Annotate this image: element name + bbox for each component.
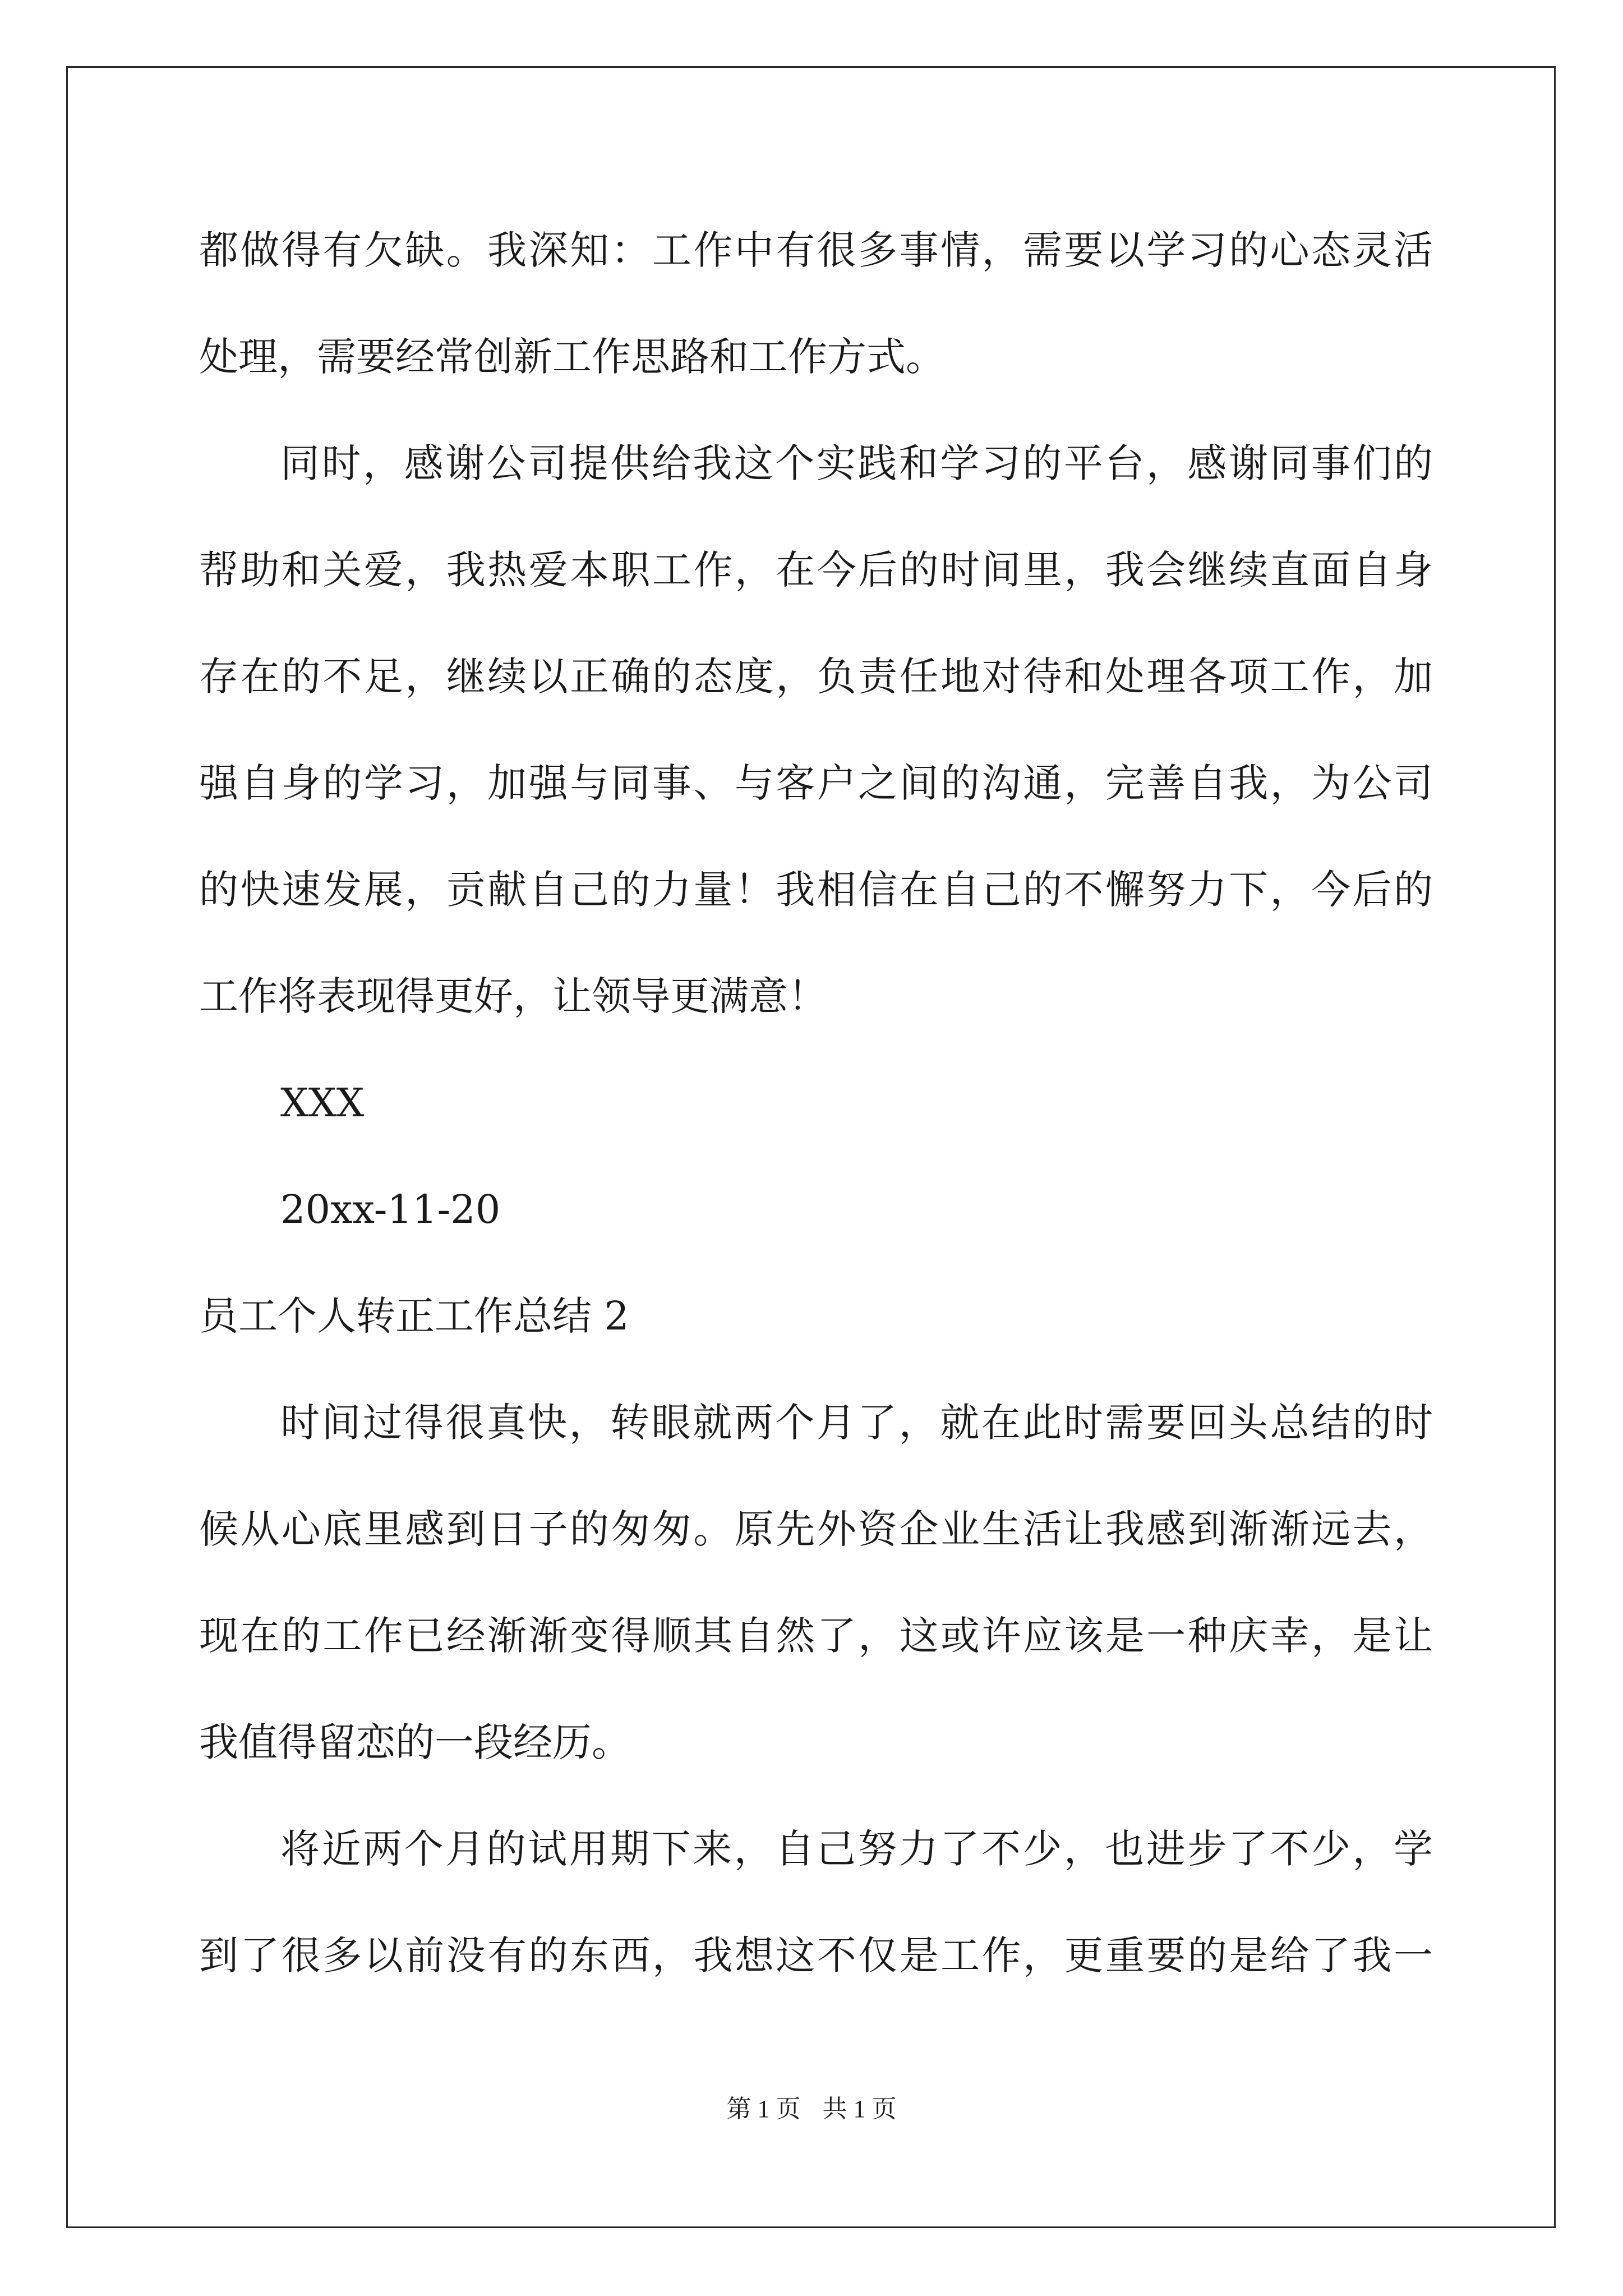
paragraph-line: 到了很多以前没有的东西，我想这不仅是工作，更重要的是给了我一 [199, 1932, 1433, 1978]
page-total: 共 1 页 [822, 2095, 897, 2123]
page-number: 第 1 页 [726, 2095, 801, 2123]
signature-name: XXX [280, 1080, 365, 1126]
paragraph-line: 我值得留恋的一段经历。 [199, 1719, 631, 1765]
paragraph-line: 同时，感谢公司提供给我这个实践和学习的平台，感谢同事们的 [280, 440, 1433, 486]
page-border [66, 66, 1556, 2228]
page-footer [0, 2092, 1623, 2126]
paragraph-line: 工作将表现得更好，让领导更满意！ [199, 973, 827, 1019]
paragraph-line: 存在的不足，继续以正确的态度，负责任地对待和处理各项工作，加 [199, 654, 1433, 700]
paragraph-line: 将近两个月的试用期下来，自己努力了不少，也进步了不少，学 [280, 1826, 1433, 1872]
section-heading: 员工个人转正工作总结 2 [199, 1293, 629, 1339]
paragraph-line: 时间过得很真快，转眼就两个月了，就在此时需要回头总结的时 [280, 1400, 1433, 1446]
paragraph-line: 都做得有欠缺。我深知：工作中有很多事情，需要以学习的心态灵活 [199, 227, 1433, 273]
paragraph-line: 帮助和关爱，我热爱本职工作，在今后的时间里，我会继续直面自身 [199, 547, 1433, 593]
paragraph-line: 处理，需要经常创新工作思路和工作方式。 [199, 334, 945, 380]
paragraph-line: 候从心底里感到日子的匆匆。原先外资企业生活让我感到渐渐远去， [199, 1506, 1433, 1552]
paragraph-line: 强自身的学习，加强与同事、与客户之间的沟通，完善自我，为公司 [199, 760, 1433, 806]
signature-date: 20xx-11-20 [280, 1186, 501, 1232]
paragraph-line: 的快速发展，贡献自己的力量！我相信在自己的不懈努力下，今后的 [199, 867, 1433, 913]
paragraph-line: 现在的工作已经渐渐变得顺其自然了，这或许应该是一种庆幸，是让 [199, 1613, 1433, 1659]
